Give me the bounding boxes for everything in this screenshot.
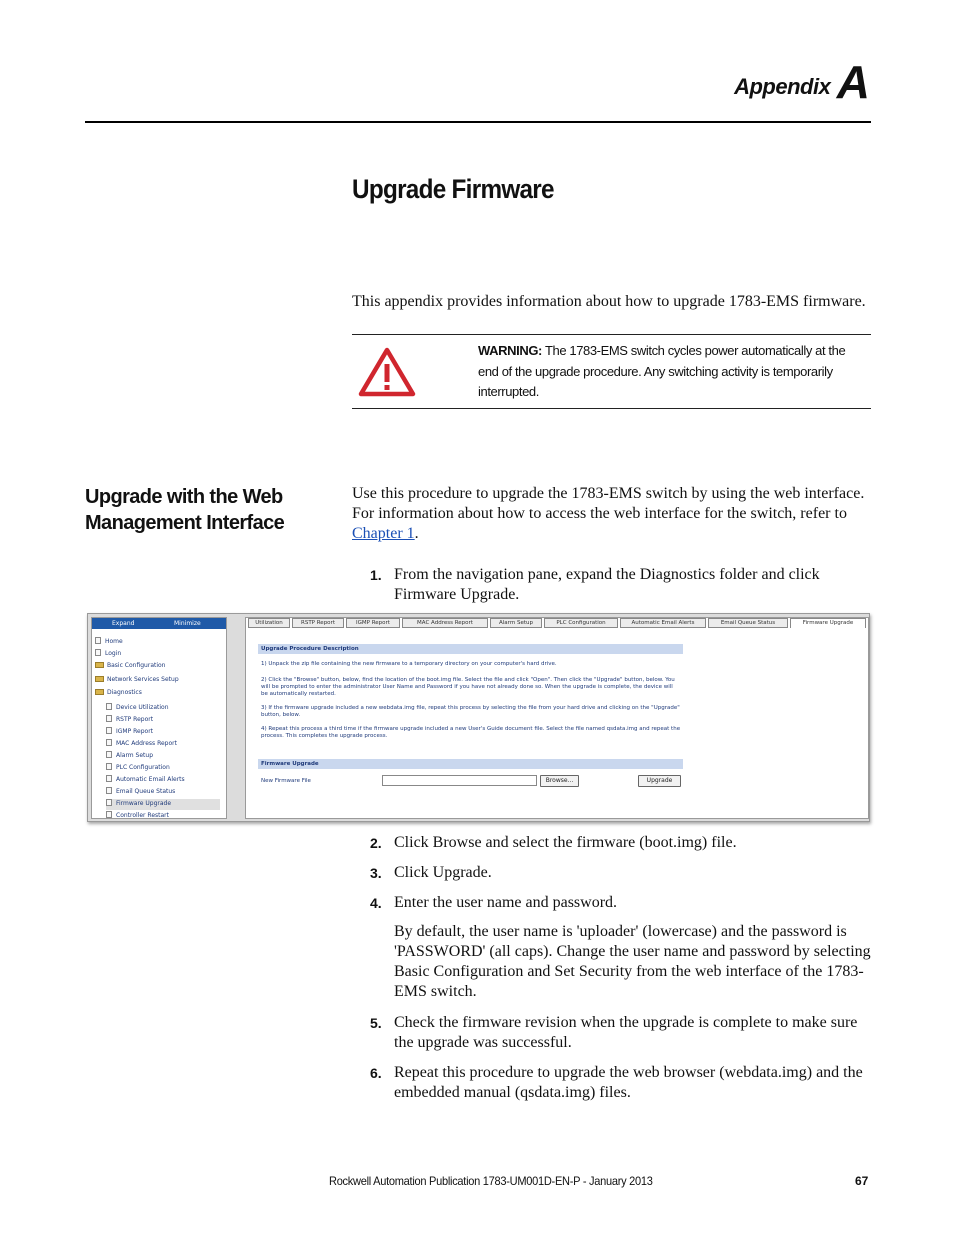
nav-item-rstp-report[interactable]: RSTP Report	[106, 715, 153, 726]
nav-item-network-services-setup[interactable]: Network Services Setup	[95, 676, 179, 687]
tab-mac-address-report[interactable]: MAC Address Report	[402, 618, 488, 628]
warning-triangle-icon	[358, 347, 416, 397]
step-number: 1.	[370, 567, 382, 583]
tab-email-queue-status[interactable]: Email Queue Status	[708, 618, 788, 628]
tab-automatic-email-alerts[interactable]: Automatic Email Alerts	[620, 618, 706, 628]
nav-item-login[interactable]: Login	[95, 649, 121, 660]
page-icon	[106, 811, 112, 818]
step-4-note: By default, the user name is 'uploader' (lowercase) and the password is 'PASSWORD' (all caps). Change the user name and password by selecting Basic Configuration and Set Security from the web interface of the 1783-EMS switch.	[394, 923, 871, 1000]
warning-label: WARNING:	[478, 343, 542, 358]
tab-utilization[interactable]: Utilization	[248, 618, 290, 628]
tab-igmp-report[interactable]: IGMP Report	[346, 618, 400, 628]
page-icon	[106, 715, 112, 722]
nav-item-firmware-upgrade[interactable]: Firmware Upgrade	[106, 799, 220, 810]
appendix-header	[734, 56, 870, 108]
step-number: 6.	[370, 1065, 382, 1081]
nav-item-home[interactable]: Home	[95, 637, 123, 648]
page-icon	[95, 649, 101, 656]
nav-toolbar	[92, 618, 226, 629]
step-number: 5.	[370, 1015, 382, 1031]
page-icon	[106, 799, 112, 806]
upgrade-procedure-header: Upgrade Procedure Description	[258, 644, 683, 654]
footer-publication: Rockwell Automation Publication 1783-UM001D-EN-P - January 2013	[329, 1174, 653, 1188]
new-firmware-file-label: New Firmware File	[261, 778, 311, 784]
browse-button[interactable]: Browse...	[540, 775, 579, 787]
section-heading: Upgrade with the Web Management Interface	[85, 486, 285, 534]
nav-item-controller-restart[interactable]: Controller Restart	[106, 811, 169, 822]
step-text: Enter the user name and password.	[394, 894, 618, 911]
nav-item-automatic-email-alerts[interactable]: Automatic Email Alerts	[106, 775, 185, 786]
page-icon	[95, 637, 101, 644]
firmware-file-input[interactable]	[382, 775, 537, 786]
section-paragraph-end: .	[414, 525, 419, 542]
appendix-word: Appendix	[734, 74, 831, 99]
step-number: 3.	[370, 865, 382, 881]
warning-body: The 1783-EMS switch cycles power automatically at the end of the upgrade procedure. Any switching activity is temporarily interrupted.	[478, 343, 846, 399]
step-number: 4.	[370, 895, 382, 911]
minimize-button[interactable]: Minimize	[174, 620, 201, 627]
step-text: Repeat this procedure to upgrade the web browser (webdata.img) and the embedded manual (qsdata.img) files.	[394, 1064, 863, 1101]
nav-item-basic-configuration[interactable]: Basic Configuration	[95, 662, 165, 673]
navigation-pane	[91, 617, 227, 819]
main-pane	[245, 617, 869, 819]
page-icon	[106, 703, 112, 710]
web-interface-screenshot	[87, 613, 870, 822]
upgrade-button[interactable]: Upgrade	[638, 775, 681, 787]
tab-plc-configuration[interactable]: PLC Configuration	[544, 618, 618, 628]
nav-item-mac-address-report[interactable]: MAC Address Report	[106, 739, 177, 750]
page-icon	[106, 763, 112, 770]
page-icon	[106, 739, 112, 746]
page-title: Upgrade Firmware	[352, 174, 554, 204]
intro-paragraph: This appendix provides information about how to upgrade 1783-EMS firmware.	[352, 293, 866, 310]
procedure-step-1: 1) Unpack the zip file containing the new firmware to a temporary directory on your computer's hard drive.	[261, 661, 557, 667]
step-text: Click Browse and select the firmware (boot.img) file.	[394, 834, 737, 851]
step-text: Click Upgrade.	[394, 864, 492, 881]
procedure-step-3: 3) If the firmware upgrade included a new webdata.img file, repeat this process by selecting the file from your hard drive and clicking on the "Upgrade" button, below.	[261, 705, 680, 718]
nav-item-email-queue-status[interactable]: Email Queue Status	[106, 787, 175, 798]
expand-button[interactable]: Expand	[112, 620, 135, 627]
page-icon	[106, 775, 112, 782]
nav-item-igmp-report[interactable]: IGMP Report	[106, 727, 153, 738]
nav-item-device-utilization[interactable]: Device Utilization	[106, 703, 169, 714]
folder-icon	[95, 662, 104, 668]
warning-box	[352, 334, 871, 409]
section-paragraph-text: Use this procedure to upgrade the 1783-EMS switch by using the web interface. For information about how to access the web interface for the switch, refer to	[352, 485, 865, 522]
chapter-1-link[interactable]: Chapter 1	[352, 525, 415, 542]
nav-item-plc-configuration[interactable]: PLC Configuration	[106, 763, 170, 774]
nav-item-alarm-setup[interactable]: Alarm Setup	[106, 751, 153, 762]
section-paragraph	[352, 484, 870, 544]
step-text: From the navigation pane, expand the Diagnostics folder and click Firmware Upgrade.	[394, 566, 820, 603]
tab-firmware-upgrade[interactable]: Firmware Upgrade	[790, 618, 866, 628]
nav-item-diagnostics[interactable]: Diagnostics	[95, 689, 142, 700]
warning-text	[478, 341, 864, 403]
tab-rstp-report[interactable]: RSTP Report	[292, 618, 344, 628]
appendix-letter: A	[836, 56, 870, 108]
page-number: 67	[855, 1174, 869, 1188]
page-icon	[106, 787, 112, 794]
step-number: 2.	[370, 835, 382, 851]
folder-icon	[95, 676, 104, 682]
tab-alarm-setup[interactable]: Alarm Setup	[490, 618, 542, 628]
procedure-step-2: 2) Click the "Browse" button, below, find the location of the boot.img file. Select the file and click "Open". Then click the "Upgrade" button, below. You will be prompted to enter the administrator User Name and Password if you have not already done so. When the upgrade is complete, the device will be automatically restarted.	[261, 677, 675, 697]
step-text: Check the firmware revision when the upgrade is complete to make sure the upgrade was successful.	[394, 1014, 858, 1051]
page-icon	[106, 727, 112, 734]
folder-open-icon	[95, 689, 104, 695]
procedure-step-4: 4) Repeat this process a third time if the firmware upgrade included a new User's Guide document file. Select the file named qsdata.img and repeat the process. This completes the upgrade process.	[261, 726, 681, 739]
firmware-upgrade-header: Firmware Upgrade	[258, 759, 683, 769]
header-rule	[85, 121, 871, 123]
tab-bar	[246, 618, 868, 629]
page-icon	[106, 751, 112, 758]
